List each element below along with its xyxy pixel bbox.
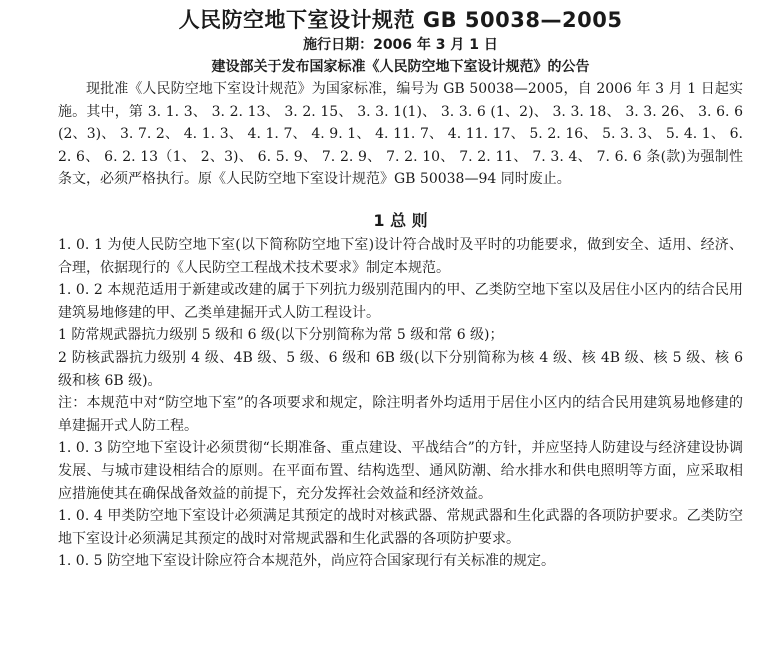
section-title: 1 总 则 (373, 210, 428, 230)
clause-1-0-2: 1. 0. 2 本规范适用于新建或改建的属于下列抗力级别范围内的甲、乙类防空地下室以及居住小区内的结合民用建筑易地修建的甲、乙类单建掘开式人防工程设计。 (58, 282, 743, 321)
notice-body: 现批准《人民防空地下室设计规范》为国家标准，编号为 GB 50038—2005，自 2006 年 3 月 1 日起实施。其中，第 3. 1. 3、 3. 2. 13、 3. 2. 15、 3. 3. 1(1)、 3. 3. 6 (1、2)、 3. 3. 18、 3. 3. 26、 3. 6. 6 (2、3)、 3. 7. 2、 4. 1. 3、 4. 1. 7、 4. 9. 1、 4. 11. 7、 4. 11. 17、 5. 2. 16、 5. 3. 3、 5. 4. 1、 6. 2. 6、 6. 2. 13（1、 2、3)、 6. 5. 9、 7. 2. 9、 7. 2. 10、 7. 2. 11、 7. 3. 4、 7. 6. 6 条(款)为强制性条文，必须严格执行。原《人民防空地下室设计规范》GB 50038—94 同时废止。 (58, 81, 743, 188)
clause-1-0-5: 1. 0. 5 防空地下室设计除应符合本规范外，尚应符合国家现行有关标准的规定。 (58, 553, 555, 570)
clause-1-0-1: 1. 0. 1 为使人民防空地下室(以下简称防空地下室)设计符合战时及平时的功能要求，做到安全、适用、经济、合理，依据现行的《人民防空工程战术技术要求》制定本规范。 (58, 236, 743, 276)
clause-1-0-3: 1. 0. 3 防空地下室设计必须贯彻“长期准备、重点建设、平战结合”的方针，并应坚持人防建设与经济建设协调发展、与城市建设相结合的原则。在平面布置、结构选型、通风防潮、给水排水和供电照明等方面，应采取相应措施使其在确保战备效益的前提下，充分发挥社会效益和经济效益。 (58, 440, 743, 502)
notice-title: 建设部关于发布国家标准《人民防空地下室设计规范》的公告 (211, 59, 590, 75)
clause-note: 注：本规范中对“防空地下室”的各项要求和规定，除注明者外均适用于居住小区内的结合民用建筑易地修建的单建掘开式人防工程。 (58, 395, 743, 434)
document-title: 人民防空地下室设计规范 GB 50038—2005 (178, 8, 623, 32)
clause-1-0-4: 1. 0. 4 甲类防空地下室设计必须满足其预定的战时对核武器、常规武器和生化武器的各项防护要求。乙类防空地下室设计必须满足其预定的战时对常规武器和生化武器的各项防护要求。 (58, 508, 743, 547)
clause-1-0-2-item-2: 2 防核武器抗力级别 4 级、4B 级、5 级、6 级和 6B 级(以下分别简称为核 4 级、核 4B 级、核 5 级、核 6 级和核 6B 级)。 (58, 349, 743, 389)
clause-1-0-2-item-1: 1 防常规武器抗力级别 5 级和 6 级(以下分别简称为常 5 级和常 6 级)； (58, 327, 504, 344)
effective-date: 施行日期：2006 年 3 月 1 日 (303, 37, 498, 53)
